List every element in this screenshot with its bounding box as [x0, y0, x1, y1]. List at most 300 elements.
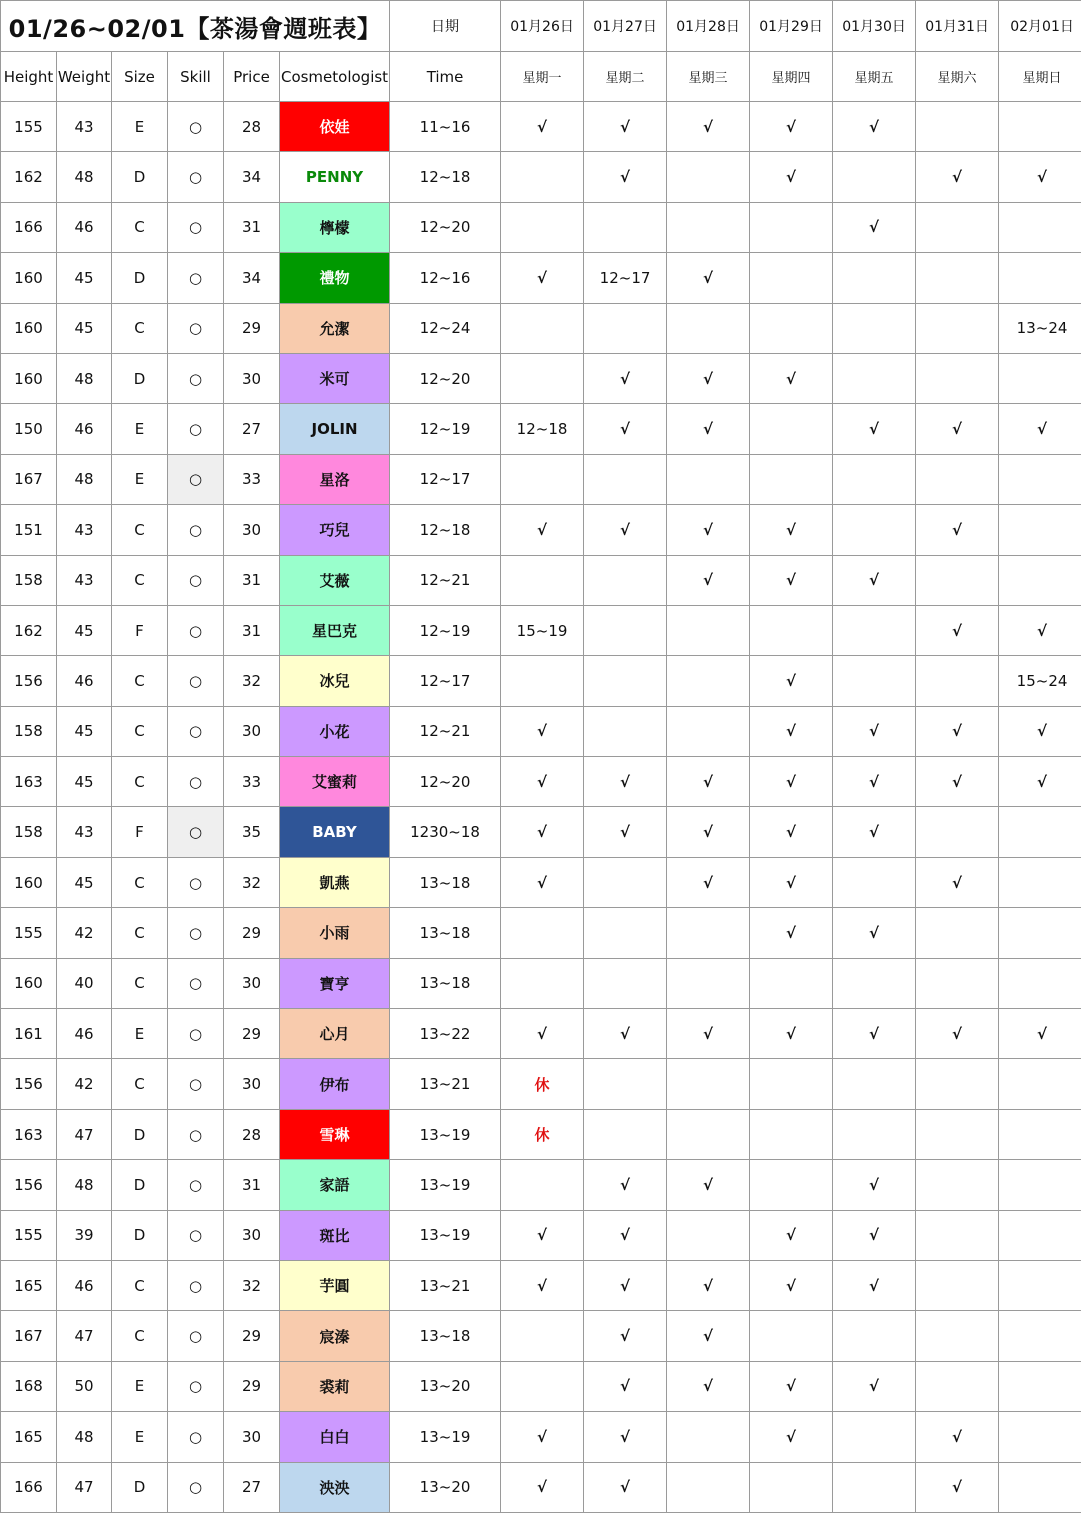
shift-cell	[833, 958, 916, 1008]
shift-check-icon: √	[750, 505, 833, 555]
shift-check-icon: √	[501, 1210, 584, 1260]
date-header: 01月26日	[501, 1, 584, 52]
shift-cell	[501, 1160, 584, 1210]
cell-size: E	[112, 102, 168, 152]
cosmetologist-name: 白白	[280, 1412, 390, 1462]
cell-height: 162	[1, 605, 57, 655]
cosmetologist-name: 寶亨	[280, 958, 390, 1008]
shift-cell	[833, 253, 916, 303]
cell-weight: 46	[57, 656, 112, 706]
shift-cell	[667, 908, 750, 958]
table-row	[1, 757, 1081, 807]
shift-check-icon: √	[501, 102, 584, 152]
shift-cell	[584, 958, 667, 1008]
shift-cell	[999, 908, 1081, 958]
table-row	[1, 253, 1081, 303]
shift-cell	[750, 1059, 833, 1109]
cell-size: D	[112, 1160, 168, 1210]
cell-skill: ○	[168, 757, 224, 807]
shift-cell	[916, 202, 999, 252]
shift-check-icon: √	[584, 505, 667, 555]
shift-cell	[999, 1210, 1081, 1260]
date-header: 01月27日	[584, 1, 667, 52]
shift-check-icon: √	[501, 1009, 584, 1059]
cell-price: 27	[224, 1462, 280, 1512]
shift-check-icon: √	[750, 656, 833, 706]
table-row	[1, 807, 1081, 857]
cell-height: 167	[1, 1311, 57, 1361]
shift-cell	[584, 908, 667, 958]
shift-cell	[501, 1311, 584, 1361]
cell-skill: ○	[168, 1412, 224, 1462]
shift-check-icon: √	[584, 1009, 667, 1059]
cell-weight: 45	[57, 253, 112, 303]
cell-height: 158	[1, 555, 57, 605]
shift-check-icon: √	[833, 1009, 916, 1059]
shift-cell	[750, 1109, 833, 1159]
cell-skill: ○	[168, 505, 224, 555]
day-off-mark: 休	[501, 1059, 584, 1109]
shift-cell	[501, 152, 584, 202]
shift-check-icon: √	[999, 1009, 1081, 1059]
weekday-header: 星期六	[916, 52, 999, 102]
cell-skill: ○	[168, 1210, 224, 1260]
cell-skill: ○	[168, 1462, 224, 1512]
shift-cell	[833, 1412, 916, 1462]
shift-cell	[916, 1059, 999, 1109]
cell-size: D	[112, 1109, 168, 1159]
cell-size: E	[112, 404, 168, 454]
cell-height: 156	[1, 656, 57, 706]
shift-cell	[999, 1160, 1081, 1210]
shift-cell	[916, 555, 999, 605]
shift-check-icon: √	[833, 706, 916, 756]
weekday-header: 星期二	[584, 52, 667, 102]
shift-check-icon: √	[584, 404, 667, 454]
shift-cell	[584, 857, 667, 907]
cell-skill: ○	[168, 102, 224, 152]
shift-check-icon: √	[667, 404, 750, 454]
cell-time: 12~20	[390, 757, 501, 807]
cell-weight: 42	[57, 1059, 112, 1109]
shift-cell	[999, 807, 1081, 857]
cell-time: 11~16	[390, 102, 501, 152]
shift-check-icon: √	[501, 757, 584, 807]
shift-cell	[916, 253, 999, 303]
cosmetologist-name: 米可	[280, 353, 390, 403]
date-header: 02月01日	[999, 1, 1081, 52]
column-header-size: Size	[112, 52, 168, 102]
shift-cell	[833, 857, 916, 907]
cell-time: 12~17	[390, 454, 501, 504]
shift-cell	[999, 454, 1081, 504]
table-row	[1, 605, 1081, 655]
cell-height: 156	[1, 1059, 57, 1109]
shift-check-icon: √	[916, 857, 999, 907]
cell-size: D	[112, 1462, 168, 1512]
table-row	[1, 1160, 1081, 1210]
shift-check-icon: √	[667, 807, 750, 857]
cell-price: 28	[224, 102, 280, 152]
shift-cell	[999, 253, 1081, 303]
shift-check-icon: √	[833, 1260, 916, 1310]
shift-check-icon: √	[999, 757, 1081, 807]
shift-check-icon: √	[667, 1260, 750, 1310]
cosmetologist-name: PENNY	[280, 152, 390, 202]
cell-size: C	[112, 656, 168, 706]
shift-check-icon: √	[501, 857, 584, 907]
shift-check-icon: √	[667, 505, 750, 555]
table-row	[1, 1311, 1081, 1361]
table-row	[1, 353, 1081, 403]
shift-check-icon: √	[833, 102, 916, 152]
table-row	[1, 656, 1081, 706]
table-row	[1, 454, 1081, 504]
cell-skill: ○	[168, 454, 224, 504]
shift-cell	[501, 353, 584, 403]
shift-check-icon: √	[667, 757, 750, 807]
shift-check-icon: √	[999, 152, 1081, 202]
shift-check-icon: √	[750, 757, 833, 807]
cell-size: C	[112, 505, 168, 555]
cell-price: 30	[224, 353, 280, 403]
table-row	[1, 857, 1081, 907]
shift-cell	[750, 202, 833, 252]
shift-cell: 12~17	[584, 253, 667, 303]
table-row	[1, 1009, 1081, 1059]
cosmetologist-name: 芋圓	[280, 1260, 390, 1310]
cell-time: 13~21	[390, 1260, 501, 1310]
cell-skill: ○	[168, 605, 224, 655]
cosmetologist-name: 泱泱	[280, 1462, 390, 1512]
cosmetologist-name: 星洛	[280, 454, 390, 504]
cell-time: 1230~18	[390, 807, 501, 857]
shift-cell	[750, 454, 833, 504]
shift-check-icon: √	[501, 253, 584, 303]
shift-check-icon: √	[916, 1412, 999, 1462]
cell-size: E	[112, 1009, 168, 1059]
shift-cell	[501, 555, 584, 605]
shift-check-icon: √	[584, 1311, 667, 1361]
column-header-time: Time	[390, 52, 501, 102]
date-label: 日期	[390, 1, 501, 52]
cell-weight: 48	[57, 152, 112, 202]
cell-weight: 46	[57, 1260, 112, 1310]
cell-price: 31	[224, 202, 280, 252]
shift-cell	[916, 454, 999, 504]
cosmetologist-name: BABY	[280, 807, 390, 857]
cosmetologist-name: 小花	[280, 706, 390, 756]
table-row	[1, 1059, 1081, 1109]
table-row	[1, 202, 1081, 252]
shift-check-icon: √	[501, 505, 584, 555]
shift-check-icon: √	[750, 152, 833, 202]
shift-cell	[750, 1462, 833, 1512]
cell-weight: 47	[57, 1462, 112, 1512]
cell-height: 161	[1, 1009, 57, 1059]
cell-height: 160	[1, 857, 57, 907]
cosmetologist-name: 家語	[280, 1160, 390, 1210]
shift-cell	[833, 605, 916, 655]
cell-height: 156	[1, 1160, 57, 1210]
cell-size: C	[112, 757, 168, 807]
shift-cell	[916, 1361, 999, 1411]
cell-size: F	[112, 807, 168, 857]
shift-cell	[833, 1311, 916, 1361]
cell-weight: 45	[57, 757, 112, 807]
shift-cell	[833, 152, 916, 202]
shift-cell	[501, 656, 584, 706]
cell-weight: 42	[57, 908, 112, 958]
cell-time: 12~17	[390, 656, 501, 706]
cell-weight: 47	[57, 1311, 112, 1361]
shift-check-icon: √	[833, 1361, 916, 1411]
shift-cell	[999, 202, 1081, 252]
cosmetologist-name: 依娃	[280, 102, 390, 152]
cell-weight: 48	[57, 353, 112, 403]
cell-size: C	[112, 303, 168, 353]
column-header-height: Height	[1, 52, 57, 102]
table-row	[1, 303, 1081, 353]
cosmetologist-name: 允潔	[280, 303, 390, 353]
cell-skill: ○	[168, 202, 224, 252]
cell-weight: 40	[57, 958, 112, 1008]
cell-weight: 48	[57, 1412, 112, 1462]
cell-price: 27	[224, 404, 280, 454]
cell-time: 12~19	[390, 404, 501, 454]
cell-time: 13~20	[390, 1462, 501, 1512]
cosmetologist-name: 巧兒	[280, 505, 390, 555]
cell-size: F	[112, 605, 168, 655]
date-header: 01月31日	[916, 1, 999, 52]
shift-check-icon: √	[999, 706, 1081, 756]
shift-check-icon: √	[750, 1412, 833, 1462]
cosmetologist-name: 心月	[280, 1009, 390, 1059]
shift-check-icon: √	[584, 1412, 667, 1462]
shift-cell	[667, 605, 750, 655]
shift-check-icon: √	[750, 706, 833, 756]
cell-time: 12~20	[390, 202, 501, 252]
cell-price: 29	[224, 1311, 280, 1361]
cosmetologist-name: 斑比	[280, 1210, 390, 1260]
shift-cell	[833, 1109, 916, 1159]
shift-check-icon: √	[833, 908, 916, 958]
cell-skill: ○	[168, 1009, 224, 1059]
shift-cell	[584, 454, 667, 504]
cell-time: 12~19	[390, 605, 501, 655]
shift-cell	[916, 1260, 999, 1310]
table-row	[1, 908, 1081, 958]
cell-price: 32	[224, 857, 280, 907]
cell-time: 13~21	[390, 1059, 501, 1109]
cell-weight: 48	[57, 1160, 112, 1210]
shift-check-icon: √	[584, 807, 667, 857]
shift-cell	[916, 1210, 999, 1260]
shift-cell	[916, 303, 999, 353]
cosmetologist-name: JOLIN	[280, 404, 390, 454]
cell-height: 155	[1, 102, 57, 152]
header-row-columns	[1, 52, 1081, 102]
cell-skill: ○	[168, 353, 224, 403]
shift-cell	[833, 303, 916, 353]
cell-time: 12~24	[390, 303, 501, 353]
shift-check-icon: √	[584, 353, 667, 403]
cell-height: 155	[1, 908, 57, 958]
cell-time: 13~18	[390, 857, 501, 907]
cell-size: C	[112, 1059, 168, 1109]
cell-skill: ○	[168, 253, 224, 303]
cell-height: 160	[1, 303, 57, 353]
shift-cell	[667, 303, 750, 353]
cell-price: 31	[224, 605, 280, 655]
shift-cell	[833, 1462, 916, 1512]
cell-skill: ○	[168, 404, 224, 454]
shift-check-icon: √	[584, 1462, 667, 1512]
shift-check-icon: √	[999, 605, 1081, 655]
table-row	[1, 404, 1081, 454]
shift-check-icon: √	[999, 404, 1081, 454]
shift-check-icon: √	[501, 807, 584, 857]
cell-height: 150	[1, 404, 57, 454]
shift-cell	[584, 605, 667, 655]
cell-height: 160	[1, 253, 57, 303]
shift-cell	[501, 303, 584, 353]
cell-size: C	[112, 908, 168, 958]
shift-check-icon: √	[750, 1361, 833, 1411]
cell-size: E	[112, 1361, 168, 1411]
shift-cell	[833, 1059, 916, 1109]
shift-check-icon: √	[916, 706, 999, 756]
cell-skill: ○	[168, 857, 224, 907]
cell-skill: ○	[168, 1160, 224, 1210]
shift-check-icon: √	[916, 605, 999, 655]
shift-cell	[667, 152, 750, 202]
cell-size: D	[112, 253, 168, 303]
cosmetologist-name: 小雨	[280, 908, 390, 958]
shift-cell: 12~18	[501, 404, 584, 454]
cell-height: 165	[1, 1260, 57, 1310]
shift-check-icon: √	[750, 1009, 833, 1059]
cell-height: 163	[1, 1109, 57, 1159]
cell-price: 32	[224, 1260, 280, 1310]
shift-cell	[833, 454, 916, 504]
cell-weight: 45	[57, 706, 112, 756]
shift-cell	[667, 202, 750, 252]
shift-cell	[999, 505, 1081, 555]
shift-check-icon: √	[667, 1311, 750, 1361]
shift-cell	[750, 303, 833, 353]
cell-skill: ○	[168, 1109, 224, 1159]
table-row	[1, 1210, 1081, 1260]
cell-time: 13~19	[390, 1210, 501, 1260]
shift-check-icon: √	[916, 404, 999, 454]
weekday-header: 星期五	[833, 52, 916, 102]
cosmetologist-name: 艾薇	[280, 555, 390, 605]
shift-check-icon: √	[667, 1361, 750, 1411]
cosmetologist-name: 裘莉	[280, 1361, 390, 1411]
weekday-header: 星期四	[750, 52, 833, 102]
cell-skill: ○	[168, 706, 224, 756]
date-header: 01月29日	[750, 1, 833, 52]
cell-price: 35	[224, 807, 280, 857]
shift-cell	[667, 1059, 750, 1109]
cosmetologist-name: 艾蜜莉	[280, 757, 390, 807]
shift-cell	[750, 404, 833, 454]
shift-cell	[916, 1311, 999, 1361]
cell-skill: ○	[168, 1059, 224, 1109]
cell-size: C	[112, 1311, 168, 1361]
shift-check-icon: √	[750, 555, 833, 605]
shift-cell	[916, 958, 999, 1008]
shift-check-icon: √	[833, 1160, 916, 1210]
page-title: 01/26~02/01【茶湯會週班表】	[1, 1, 390, 52]
cell-time: 13~19	[390, 1109, 501, 1159]
cell-weight: 47	[57, 1109, 112, 1159]
shift-cell	[750, 1160, 833, 1210]
shift-check-icon: √	[667, 102, 750, 152]
cell-skill: ○	[168, 656, 224, 706]
shift-cell	[501, 1361, 584, 1411]
shift-cell	[667, 1210, 750, 1260]
cell-price: 30	[224, 706, 280, 756]
shift-cell	[916, 353, 999, 403]
cell-price: 30	[224, 1059, 280, 1109]
cell-price: 34	[224, 152, 280, 202]
cosmetologist-name: 冰兒	[280, 656, 390, 706]
column-header-weight: Weight	[57, 52, 112, 102]
cell-weight: 45	[57, 857, 112, 907]
cell-skill: ○	[168, 1260, 224, 1310]
cell-size: D	[112, 1210, 168, 1260]
cell-weight: 39	[57, 1210, 112, 1260]
shift-cell	[999, 102, 1081, 152]
shift-check-icon: √	[667, 555, 750, 605]
shift-check-icon: √	[750, 857, 833, 907]
cell-weight: 50	[57, 1361, 112, 1411]
column-header-skill: Skill	[168, 52, 224, 102]
cell-price: 33	[224, 757, 280, 807]
shift-cell	[750, 605, 833, 655]
cell-price: 29	[224, 1361, 280, 1411]
shift-check-icon: √	[833, 202, 916, 252]
shift-check-icon: √	[667, 1009, 750, 1059]
cell-size: C	[112, 706, 168, 756]
shift-cell	[916, 807, 999, 857]
shift-check-icon: √	[501, 1462, 584, 1512]
shift-check-icon: √	[916, 757, 999, 807]
table-row	[1, 1462, 1081, 1512]
shift-check-icon: √	[501, 706, 584, 756]
shift-check-icon: √	[667, 353, 750, 403]
shift-check-icon: √	[584, 152, 667, 202]
column-header-cosmetologist: Cosmetologist	[280, 52, 390, 102]
shift-cell	[584, 303, 667, 353]
cell-time: 12~18	[390, 152, 501, 202]
shift-check-icon: √	[916, 152, 999, 202]
cell-time: 12~21	[390, 706, 501, 756]
shift-cell	[999, 1059, 1081, 1109]
shift-check-icon: √	[501, 1260, 584, 1310]
cell-time: 13~18	[390, 908, 501, 958]
cell-price: 31	[224, 1160, 280, 1210]
cell-height: 168	[1, 1361, 57, 1411]
shift-cell	[584, 1109, 667, 1159]
shift-cell	[916, 1160, 999, 1210]
cell-time: 12~21	[390, 555, 501, 605]
cell-size: C	[112, 202, 168, 252]
cell-time: 13~19	[390, 1412, 501, 1462]
cell-size: E	[112, 454, 168, 504]
